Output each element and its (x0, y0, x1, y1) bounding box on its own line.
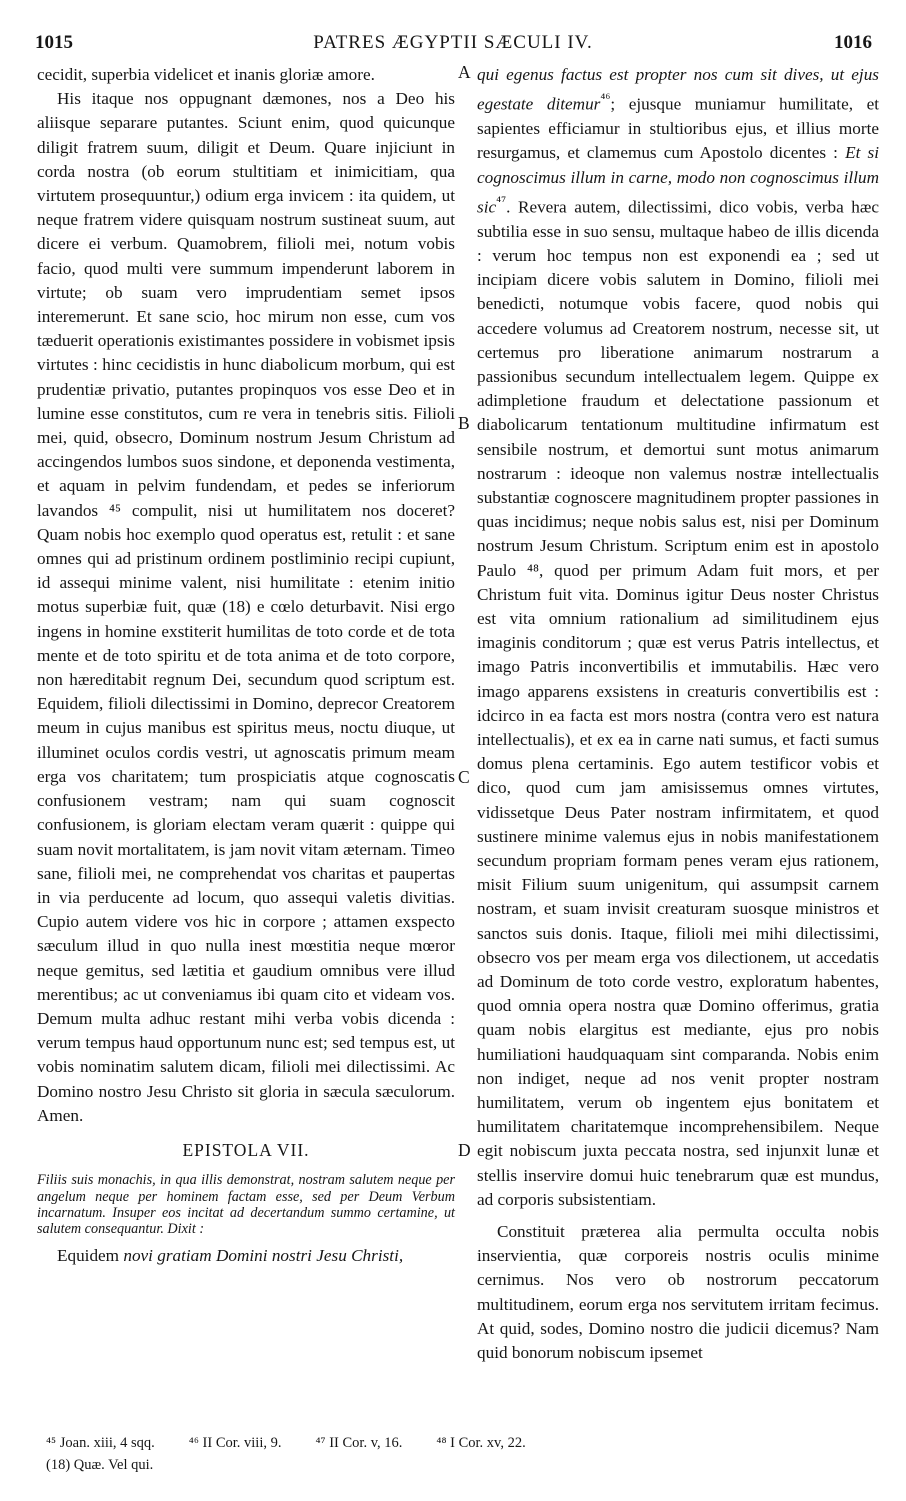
scripture-quote-2: Et si cognoscimus illum in carne, modo non cognoscimus illum sic (477, 143, 879, 217)
footnote-line (46, 1432, 526, 1454)
page-number-right: 1016 (834, 32, 872, 53)
paragraph-right-main (477, 63, 879, 1212)
incipit-word: Equidem (57, 1245, 120, 1265)
scripture-quote-1: qui egenus factus est propter nos cum sit dives, ut ejus egestate ditemur (477, 65, 879, 114)
variant-note: (18) Quæ. Vel qui. (46, 1457, 154, 1473)
incipit-italic: novi gratiam Domini nostri Jesu Christi, (123, 1245, 404, 1265)
running-title: PATRES ÆGYPTII SÆCULI IV. (313, 32, 593, 53)
footnote-45: ⁴⁵ Joan. xiii, 4 sqq. (46, 1435, 155, 1451)
footnote-47: ⁴⁷ II Cor. v, 16. (315, 1435, 403, 1451)
text-segment: . Revera autem, dilectissimi, dico vobis, verba hæc subtilia esse in suo sensu, multaque habeo de illis dicenda : verum hoc tempus non est exponendi ea ; sed ut incipiam dicere vobis salutem in Domino, filioli mei benedicti, notumque vobis facere, quod nobis qui accedere volumus ad Creatorem nostrum, necesse sit, ut certemus pro liberatione animarum nostrarum a passionibus secundum intellectualem legem. Quippe ex adimpletione fraudum et delectatione passionum et diabolicarum tentationum multitudine infirmatum est sensibile nostrum, et demortui sunt motus animarum nostrarum : ideoque non valemus nostræ intellectualis substantiæ cognoscere magnitudinem propter passiones in quas incidimus; neque nobis salus est, nisi per Dominum nostrum Jesum Christum. Scriptum enim est in apostolo Paulo ⁴⁸, quod per primum Adam fuit mors, et per Christum fuit vita. Dominus igitur Deus noster Christus est vita omnium rationalium ad similitudinem ejus imaginis conditorum ; quæ est verus Patris intellectus, et imago Patris inconvertibilis et immutabilis. Hæc vero imago apparens exsistens in creaturis convertibilis est : idcirco in ea facta est mors nostra (contra vero est natura intellectualis), et ex ea in carne nati sumus, et facti sumus domus plena certaminis. Ego autem testificor vobis et dico, quod cum jam amisissemus omnes virtutes, vidissetque Deus Pater nostram infirmitatem, et quod sustinere minime valemus ejus in nobis manifestationem secundum propriam formam penes veram ejus rationem, misit Filium suum unigenitum, qui assumpsit carnem nostram, et suam invisit creaturam suosque ministros et sanctos suis donis. Itaque, filioli mei mihi dilectissimi, obsecro vos per meam erga vos dilectionem, ut accedatis ad Dominum de toto corde vestro, exploratum habentes, quod omnia opera nostra quæ Domino offerimus, gratia quam nobis elargitus est mediante, ejus pro nobis humiliationi haudquaquam sint comparanda. Nobis enim non indiget, neque ad nos venit propter nostram humilitatem, verum ob ingentem ejus bonitatem et humilitatem charitatemque incomprehensibilem. Neque egit nobiscum juxta peccata nostra, sed injunxit lunæ et stellis inservire domui huic tenebrarum quæ est mundus, ad corporis subsistentiam. (477, 197, 879, 1209)
footnote-ref-46: ⁴⁶ (600, 91, 611, 108)
right-column (477, 63, 879, 1365)
paragraph-main: His itaque nos oppugnant dæmones, nos a Deo his aliisque separare putantes. Sciunt enim, quod quicunque diligit fratrem suum, diligit et Deum. Quare injiciunt in corda nostra (ob eorum stultitiam et inimicitiam, qua virtutem prosequuntur,) odium erga invicem : ita quidem, ut neque fratrem videre quisquam nostrum sustineat suum, aut dicere ei verbum. Quamobrem, filioli mei, notum vobis facio, quod multi vere summum impenderunt laborem in virtute; ob suam vero imprudentiam semet ipsos interemerunt. Et sane scio, hoc mirum non esse, cum vos tæduerit operationis existimantes possidere in vobismet ipsis virtutes : hinc cecidistis in hunc diabolicum morbum, qui est prudentiæ privatio, putantes propinquos vos esse Deo et in lumine esse constitutos, cum re vera in tenebris sitis. Filioli mei, quid, obsecro, Dominum nostrum Jesum Christum ad accingendos lumbos suos sindone, et deponenda vestimenta, et aquam in pelvim fundendam, et pedes se inferiorum lavandos ⁴⁵ compulit, nisi ut humilitatem nos doceret? Quam nobis hoc exemplo quod operatus est, retulit : et sane omnes qui ad pristinum ordinem postliminio recipi cupiunt, id assequi minime valent, nisi humilitate : etenim initio motus superbiæ fuit, quæ (18) e cœlo deturbavit. Nisi ergo ingens in homine exstiterit humilitas de toto corde et de tota mente et de toto spiritu et de tota anima et de toto corpore, non hæreditabit regnum Dei, secundum quod scriptum est. Equidem, filioli dilectissimi in Domino, deprecor Creatorem meum in cujus manibus est spiritus meus, noctu diuque, ut illuminet oculos cordis vestri, ut agnoscatis primum meam erga vos charitatem; tum prospiciatis atque cognoscatis confusionem vestram; nam qui suam cognoscit confusionem, is gloriam electam veram quærit : quippe qui suam novit mortalitatem, is jam novit vitam æternam. Timeo sane, filioli mei, ne comprehendat vos charitas et paupertas in via perducente ad locum, quo assequi valetis divitias. Cupio autem videre vos hic in corpore ; attamen exspecto sæculum illud in quo nulla inest mœstitia neque mœror neque gemitus, sed lætitia et gaudium omnibus vere illud merentibus; ac ut conveniamus ibi quam cito et videam vos. Demum multa adhuc restant mihi verba vobis dicenda : verum tempus haud opportunum nunc est; sed tempus est, ut vobis nominatim salutem dicam, filioli mei dilectissimi. Ac Domino nostro Jesu Christo sit gloria in sæcula sæculorum. Amen. (37, 89, 455, 1125)
margin-letter-b: B (458, 413, 470, 433)
margin-letter-c: C (458, 767, 470, 787)
footnotes (46, 1432, 526, 1476)
epistle-title: EPISTOLA VII. (182, 1139, 310, 1160)
footnote-ref-47: ⁴⁷ (496, 193, 507, 210)
page-header (0, 32, 906, 58)
margin-letter-d: D (458, 1140, 471, 1160)
text-segment: ; ejusque muniamur humilitate, et sapientes efficiamur in stultioribus ejus, et illius morte resurgamus, et clamemus cum Apostolo dicentes : (477, 94, 879, 163)
left-column (37, 63, 455, 1268)
paragraph-right-second: Constituit præterea alia permulta occulta nobis inservientia, quæ corporeis nostris oculis minime cernimus. Nos vero ob nostrorum peccatorum multitudinem, eorum erga nos servitutem irritam fecimus. At quid, sodes, Domino nostro die judicii dicemus? Nam quid bonorum nobiscum ipsemet (477, 1222, 879, 1363)
paragraph-carryover: cecidit, superbia videlicet et inanis gloriæ amore. (37, 65, 375, 84)
epistle-incipit (37, 1244, 455, 1268)
footnote-46: ⁴⁶ II Cor. viii, 9. (188, 1435, 282, 1451)
margin-letter-a: A (458, 62, 471, 82)
epistle-summary: Filiis suis monachis, in qua illis demonstrat, nostram salutem neque per angelum neque per hominem factam esse, sed per Deum Verbum incarnatum. Insuper eos incitat ad decertandum summo certamine, ut salutem consequantur. Dixit : (37, 1172, 455, 1238)
page-number-left: 1015 (35, 32, 73, 53)
footnote-48: ⁴⁸ I Cor. xv, 22. (436, 1435, 526, 1451)
